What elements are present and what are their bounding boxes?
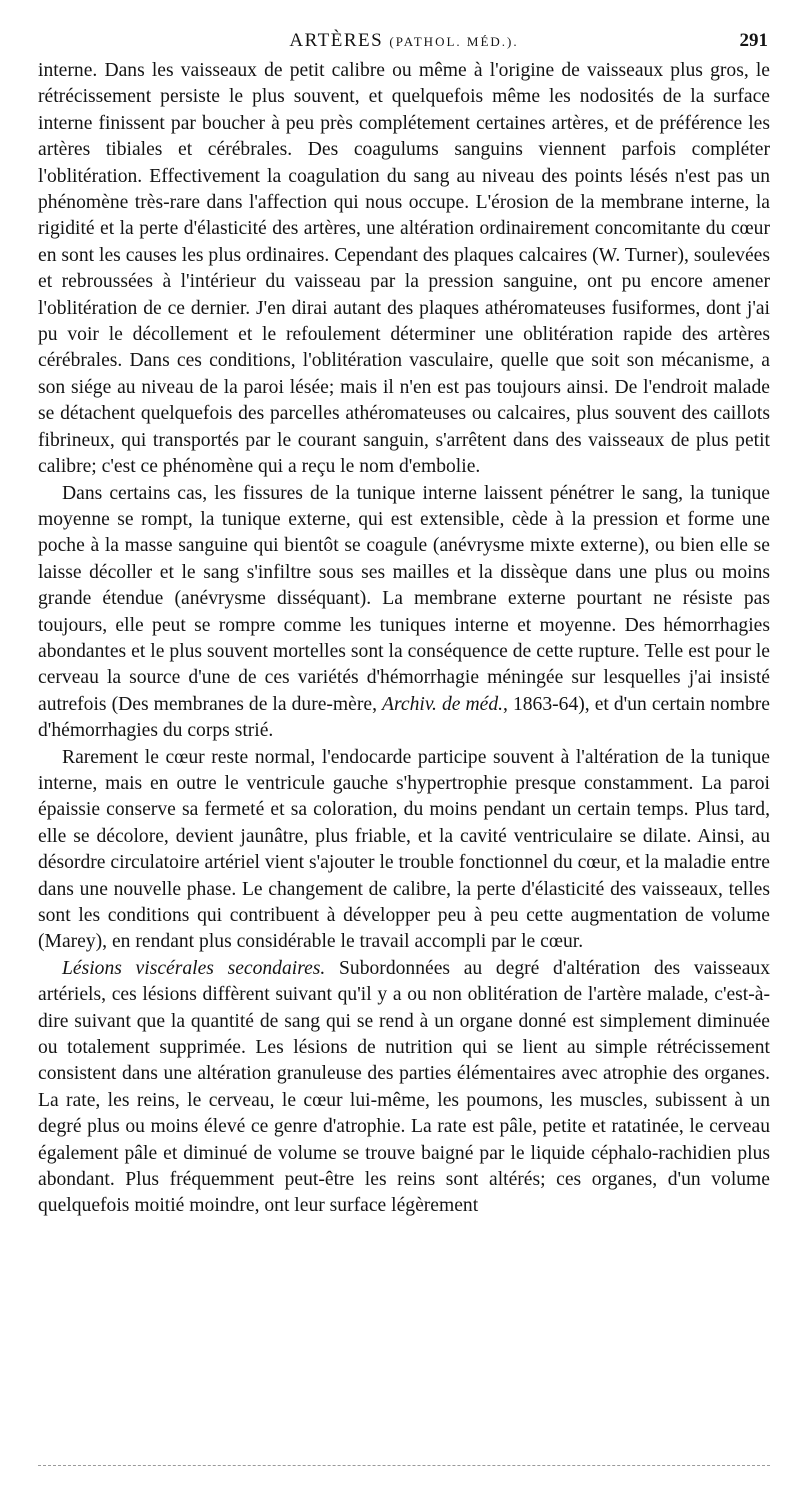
- running-title: [38, 30, 770, 52]
- section-heading: Lésions viscérales secondaires.: [62, 957, 326, 979]
- running-title-main: ARTÈRES: [289, 30, 384, 51]
- text-run: Subordonnées au degré d'altération des vaisseaux artériels, ces lésions diffèrent suivant qu'il y a ou non oblitération de l'artère malade, c'est-à-dire suivant que la quantité de sang qui se rend à un organe donné est simplement diminuée ou totalement supprimée. Les lésions de nutrition qui se lient au simple rétrécissement consistent dans une altération granuleuse des parties élémentaires avec atrophie des organes. La rate, les reins, le cerveau, le cœur lui-même, les poumons, les muscles, subissent à un degré plus ou moins élevé ce genre d'atrophie. La rate est pâle, petite et ratatinée, le cerveau également pâle et diminué de volume se trouve baigné par le liquide céphalo-rachidien plus abondant. Plus fréquemment peut-être les reins sont altérés; ces organes, d'un volume quelquefois moitié moindre, ont leur surface légèrement: [38, 957, 770, 1217]
- text-run: interne. Dans les vaisseaux de petit calibre ou même à l'origine de vaisseaux plus gros, le rétrécissement persiste le plus souvent, et quelquefois même les nodosités de la surface interne finissent par boucher à peu près complétement certaines artères, et de préférence les artères tibiales et cérébrales. Des coagulums sanguins viennent parfois compléter l'oblitération. Effectivement la coagulation du sang au niveau des points lésés n'est pas un phénomène très-rare dans l'affection qui nous occupe. L'érosion de la membrane interne, la rigidité et la perte d'élasticité des artères, une altération ordinairement concomitante du cœur en sont les causes les plus ordinaires. Cependant des plaques calcaires (W. Turner), soulevées et rebroussées à l'intérieur du vaisseau par la pression sanguine, ont pu encore amener l'oblitération de ce dernier. J'en dirai autant des plaques athéromateuses fusiformes, dont j'ai pu voir le décollement et le refoulement déterminer une oblitération rapide des artères cérébrales. Dans ces conditions, l'oblitération vasculaire, quelle que soit son mécanisme, a son siége au niveau de la paroi lésée; mais il n'en est pas toujours ainsi. De l'endroit malade se détachent quelquefois des parcelles athéromateuses ou calcaires, plus souvent des caillots fibrineux, qui transportés par le courant sanguin, s'arrêtent dans des vaisseaux de plus petit calibre; c'est ce phénomène qui a reçu le nom d'embolie.: [38, 60, 770, 478]
- text-run: Dans certains cas, les fissures de la tunique interne laissent pénétrer le sang, la tunique moyenne se rompt, la tunique externe, qui est extensible, cède à la pression et forme une poche à la masse sanguine qui bientôt se coagule (anévrysme mixte externe), ou bien elle se laisse décoller et le sang s'infiltre sous ses mailles et la dissèque dans une plus ou moins grande étendue (anévrysme disséquant). La membrane externe pourtant ne résiste pas toujours, elle peut se rompre comme les tuniques interne et moyenne. Des hémorrhagies abondantes et le plus souvent mortelles sont la conséquence de cette rupture. Telle est pour le cerveau la source d'une de ces variétés d'hémorrhagie méningée sur lesquelles j'ai insisté autrefois (Des membranes de la dure-mère,: [38, 482, 770, 715]
- running-header: [38, 28, 770, 58]
- text-run: , 1863-64), et d'un certain nombre d'hémorrhagies du corps strié.: [38, 693, 770, 742]
- paragraph-3: [38, 745, 770, 956]
- journal-title: Archiv. de méd.: [382, 693, 504, 715]
- body-text: [38, 58, 770, 1220]
- page: [38, 28, 770, 1220]
- running-title-sub: (PATHOL. MÉD.).: [389, 34, 519, 49]
- paragraph-4: [38, 956, 770, 1220]
- paragraph-1: [38, 58, 770, 481]
- text-run: Rarement le cœur reste normal, l'endocarde participe souvent à l'altération de la tunique interne, mais en outre le ventricule gauche s'hypertrophie presque constamment. La paroi épaissie conserve sa fermeté et sa coloration, du moins pendant un certain temps. Plus tard, elle se décolore, devient jaunâtre, plus friable, et la cavité ventriculaire se dilate. Ainsi, au désordre circulatoire artériel vient s'ajouter le trouble fonctionnel du cœur, et la maladie entre dans une nouvelle phase. Le changement de calibre, la perte d'élasticité des vaisseaux, telles sont les conditions qui contribuent à développer peu à peu cette augmentation de volume (Marey), en rendant plus considérable le travail accompli par le cœur.: [38, 746, 770, 953]
- paragraph-2: [38, 481, 770, 745]
- page-number: 291: [739, 30, 768, 51]
- footer-rule: [38, 1465, 770, 1466]
